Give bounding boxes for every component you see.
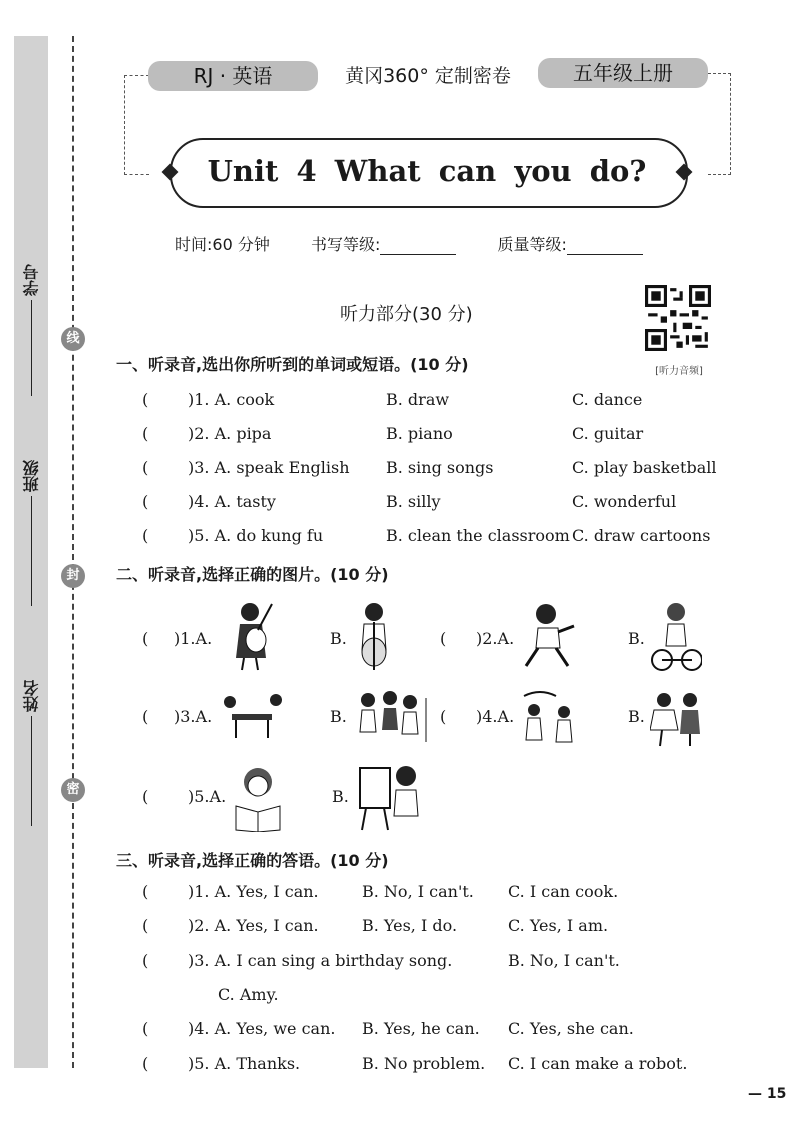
- exam-info: [175, 232, 679, 255]
- s1-question-5: [142, 524, 742, 548]
- mark-mi: 密: [61, 778, 85, 802]
- pic-option-b-label: B.: [330, 629, 347, 648]
- time-limit: 时间:60 分钟: [175, 235, 270, 254]
- option-a: )1. A. Yes, I can.: [188, 882, 319, 901]
- option-b: B. sing songs: [386, 458, 494, 477]
- answer-paren[interactable]: (: [142, 707, 149, 726]
- qr-code-icon[interactable]: [645, 285, 711, 351]
- answer-paren[interactable]: (: [142, 390, 149, 409]
- name-line[interactable]: [31, 716, 32, 826]
- option-a: )5. A. do kung fu: [188, 526, 324, 545]
- mark-xian: 线: [61, 327, 85, 351]
- option-a: )3. A. speak English: [188, 458, 350, 477]
- option-b: B. No, I can't.: [508, 951, 620, 970]
- answer-paren[interactable]: (: [142, 787, 149, 806]
- name-field: [14, 680, 48, 826]
- girl-reading-picture[interactable]: [228, 762, 288, 832]
- option-c: C. wonderful: [572, 492, 677, 511]
- header-bracket-left: [124, 75, 149, 175]
- page-number: — 15: [748, 1086, 787, 1102]
- pic-option-b-label: B.: [332, 787, 349, 806]
- class-label: 班级: [21, 460, 41, 492]
- answer-paren[interactable]: (: [440, 629, 447, 648]
- subject-pill: RJ · 英语: [148, 61, 318, 91]
- option-b: B. Yes, he can.: [362, 1019, 480, 1038]
- option-b: B. draw: [386, 390, 450, 409]
- girl-cello-picture[interactable]: [348, 600, 400, 672]
- kids-singing-picture[interactable]: [520, 688, 582, 748]
- class-line[interactable]: [31, 496, 32, 606]
- answer-paren[interactable]: (: [142, 458, 149, 477]
- answer-paren[interactable]: (: [142, 951, 149, 970]
- kids-dancing-picture[interactable]: [650, 688, 706, 748]
- answer-paren[interactable]: (: [142, 424, 149, 443]
- unit-title: Unit 4 What can you do?: [207, 154, 647, 188]
- s1-question-4: [142, 490, 742, 514]
- option-a: )4. A. tasty: [188, 492, 276, 511]
- pic-option-a-label: )1.A.: [174, 629, 213, 648]
- s1-question-3: [142, 456, 742, 480]
- answer-paren[interactable]: (: [142, 882, 149, 901]
- option-a: )2. A. pipa: [188, 424, 272, 443]
- option-c: C. Yes, I am.: [508, 916, 609, 935]
- option-a: )5. A. Thanks.: [188, 1054, 301, 1073]
- s1-question-2: [142, 422, 742, 446]
- name-label: 姓名: [21, 680, 41, 712]
- option-a: )4. A. Yes, we can.: [188, 1019, 336, 1038]
- binding-dash-line: [72, 36, 74, 1068]
- grade-pill: 五年级上册: [538, 58, 708, 88]
- option-c: C. draw cartoons: [572, 526, 711, 545]
- s3-question-5: [142, 1052, 742, 1076]
- pic-option-a-label: )2.A.: [476, 629, 515, 648]
- answer-paren[interactable]: (: [142, 526, 149, 545]
- s3-question-3: [142, 949, 742, 1004]
- pic-option-a-label: )4.A.: [476, 707, 515, 726]
- option-c: C. I can cook.: [508, 882, 619, 901]
- option-a: )1. A. cook: [188, 390, 275, 409]
- s3-question-1: [142, 880, 742, 904]
- s3-question-4: [142, 1017, 742, 1041]
- option-b: B. Yes, I do.: [362, 916, 458, 935]
- writing-grade-label: 书写等级:: [310, 235, 381, 254]
- class-field: [14, 460, 48, 606]
- option-c: C. play basketball: [572, 458, 717, 477]
- option-a: )2. A. Yes, I can.: [188, 916, 319, 935]
- girl-guitar-picture[interactable]: [228, 600, 280, 672]
- quality-grade-blank[interactable]: [567, 240, 643, 255]
- pic-option-a-label: )5.A.: [188, 787, 227, 806]
- option-c: C. Yes, she can.: [508, 1019, 634, 1038]
- option-b: B. No, I can't.: [362, 882, 474, 901]
- header-bracket-right: [708, 73, 731, 175]
- option-c: C. Amy.: [218, 985, 279, 1004]
- pic-option-a-label: )3.A.: [174, 707, 213, 726]
- ping-pong-picture[interactable]: [222, 688, 284, 744]
- qr-caption: [听力音频]: [655, 366, 703, 377]
- option-b: B. clean the classroom: [386, 526, 570, 545]
- answer-paren[interactable]: (: [142, 1054, 149, 1073]
- girl-drawing-picture[interactable]: [356, 760, 428, 832]
- girl-bike-picture[interactable]: [650, 600, 702, 672]
- answer-paren[interactable]: (: [142, 629, 149, 648]
- pic-option-b-label: B.: [628, 629, 645, 648]
- binding-strip: [14, 36, 48, 1068]
- option-c: C. guitar: [572, 424, 644, 443]
- mark-feng: 封: [61, 564, 85, 588]
- writing-grade-blank[interactable]: [380, 240, 456, 255]
- answer-paren[interactable]: (: [142, 916, 149, 935]
- quality-grade-label: 质量等级:: [497, 235, 567, 254]
- s3-question-2: [142, 914, 742, 938]
- option-b: B. silly: [386, 492, 441, 511]
- section-1-heading: 一、听录音,选出你所听到的单词或短语。(10 分): [116, 355, 469, 374]
- option-b: B. No problem.: [362, 1054, 486, 1073]
- student-id-line[interactable]: [31, 300, 32, 396]
- answer-paren[interactable]: (: [142, 492, 149, 511]
- student-id-label: 学号: [21, 264, 41, 296]
- series-title: 黄冈360° 定制密卷: [345, 65, 511, 87]
- listening-part-title: 听力部分(30 分): [340, 304, 473, 325]
- option-c: C. dance: [572, 390, 643, 409]
- s1-question-1: [142, 388, 742, 412]
- section-2-heading: 二、听录音,选择正确的图片。(10 分): [116, 565, 389, 584]
- answer-paren[interactable]: (: [440, 707, 447, 726]
- pic-option-b-label: B.: [628, 707, 645, 726]
- pic-option-b-label: B.: [330, 707, 347, 726]
- section-3-heading: 三、听录音,选择正确的答语。(10 分): [116, 851, 389, 870]
- option-a: )3. A. I can sing a birthday song.: [188, 951, 453, 970]
- dancing-kids-picture[interactable]: [356, 688, 430, 744]
- answer-paren[interactable]: (: [142, 1019, 149, 1038]
- option-c: C. I can make a robot.: [508, 1054, 688, 1073]
- student-id-field: [14, 264, 48, 396]
- boy-kungfu-picture[interactable]: [524, 600, 576, 672]
- option-b: B. piano: [386, 424, 453, 443]
